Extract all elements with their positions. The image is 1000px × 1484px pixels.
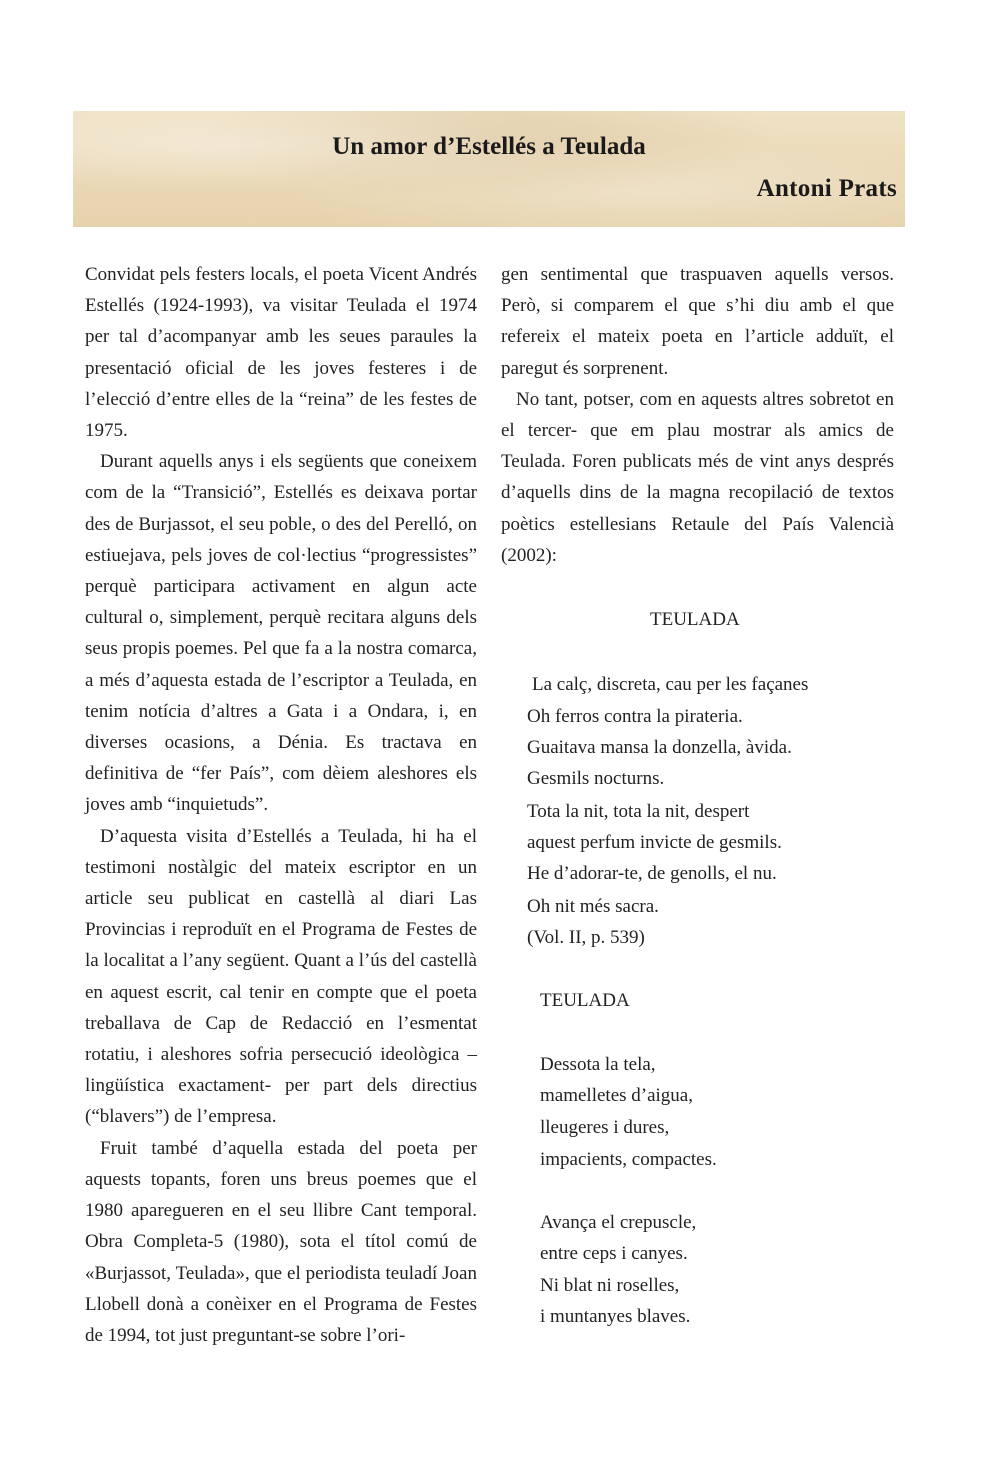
poem-2-line: i muntanyes blaves.	[540, 1306, 691, 1327]
poem-1-line: aquest perfum invicte de gesmils.	[527, 832, 782, 853]
poem-2-line: impacients, compactes.	[540, 1149, 717, 1170]
poem-2-line: Avança el crepuscle,	[540, 1212, 697, 1233]
article-header	[73, 111, 905, 227]
poem-1-line: Oh ferros contra la pirateria.	[527, 706, 743, 727]
poem-1-title: TEULADA	[650, 609, 740, 630]
paragraph-1: Convidat pels festers locals, el poeta Vicent Andrés Estellés (1924-1993), va visitar Teulada el 1974 per tal d’acompanyar amb les seues paraules la presentació oficial de les joves festeres i de l’elecció d’entre elles de la “reina” de les festes de 1975.	[85, 264, 477, 442]
paragraph-6: No tant, potser, com en aquests altres sobretot en el tercer- que em plau mostrar als amics de Teulada. Foren publicats més de vint anys després d’aquells dins de la magna recopilació de textos poètics estellesians Retaule del País Valencià (2002):	[501, 388, 894, 566]
right-column	[501, 259, 894, 571]
poem-1-line: Oh nit més sacra.	[527, 896, 659, 917]
article-author: Antoni Prats	[756, 175, 897, 202]
paragraph-3: D’aquesta visita d’Estellés a Teulada, hi ha el testimoni nostàlgic del mateix escriptor en un article seu publicat en castellà al diari Las Provincias i reproduït en el Programa de Festes de la localitat a l’any següent. Quant a l’ús del castellà en aquest escrit, cal tenir en compte que el poeta treballava de Cap de Redacció en l’esmentat rotatiu, i aleshores sofria persecució ideològica –lingüística exactament- per part dels directius (“blavers”) de l’empresa.	[85, 825, 477, 1128]
poem-1-line: He d’adorar-te, de genolls, el nu.	[527, 863, 777, 884]
poem-2-line: Dessota la tela,	[540, 1054, 656, 1075]
poem-1-citation: (Vol. II, p. 539)	[527, 927, 645, 948]
poem-2-line: mamelletes d’aigua,	[540, 1085, 693, 1106]
paragraph-4: Fruit també d’aquella estada del poeta per aquests topants, foren uns breus poemes que el 1980 aparegueren en el seu llibre Cant temporal. Obra Completa-5 (1980), sota el títol comú de «Burjassot, Teulada», que el periodista teuladí Joan Llobell donà a conèixer en el Programa de Festes de 1994, tot just preguntant-se sobre l’ori-	[85, 1137, 477, 1346]
paragraph-2: Durant aquells anys i els següents que coneixem com de la “Transició”, Estellés es deixava portar des de Burjassot, el seu poble, o des del Perelló, on estiuejava, pels joves de col·lectius “progressistes” perquè participara activament en algun acte cultural o, simplement, perquè recitara alguns dels seus propis poemes. Pel que fa a la nostra comarca, a més d’aquesta estada de l’escriptor a Teulada, en tenim notícia d’altres a Gata i a Ondara, i, en diverses ocasions, a Dénia. Es tractava en definitiva de “fer País”, com dèiem aleshores els joves amb “inquietuds”.	[85, 451, 477, 816]
poem-1-line: Tota la nit, tota la nit, despert	[527, 801, 750, 822]
poem-2-line: lleugeres i dures,	[540, 1117, 670, 1138]
poem-1-line: La calç, discreta, cau per les façanes	[532, 674, 809, 695]
poem-2-line: Ni blat ni roselles,	[540, 1275, 680, 1296]
article-title: Un amor d’Estellés a Teulada	[332, 133, 646, 160]
poem-2-line: entre ceps i canyes.	[540, 1243, 688, 1264]
poem-2-title: TEULADA	[540, 990, 630, 1011]
left-column	[85, 259, 477, 1351]
poem-1-line: Guaitava mansa la donzella, àvida.	[527, 737, 792, 758]
paragraph-5: gen sentimental que traspuaven aquells versos. Però, si comparem el que s’hi diu amb el que refereix el mateix poeta en l’article adduït, el paregut és sorprenent.	[501, 264, 894, 379]
poem-1-line: Gesmils nocturns.	[527, 768, 665, 789]
